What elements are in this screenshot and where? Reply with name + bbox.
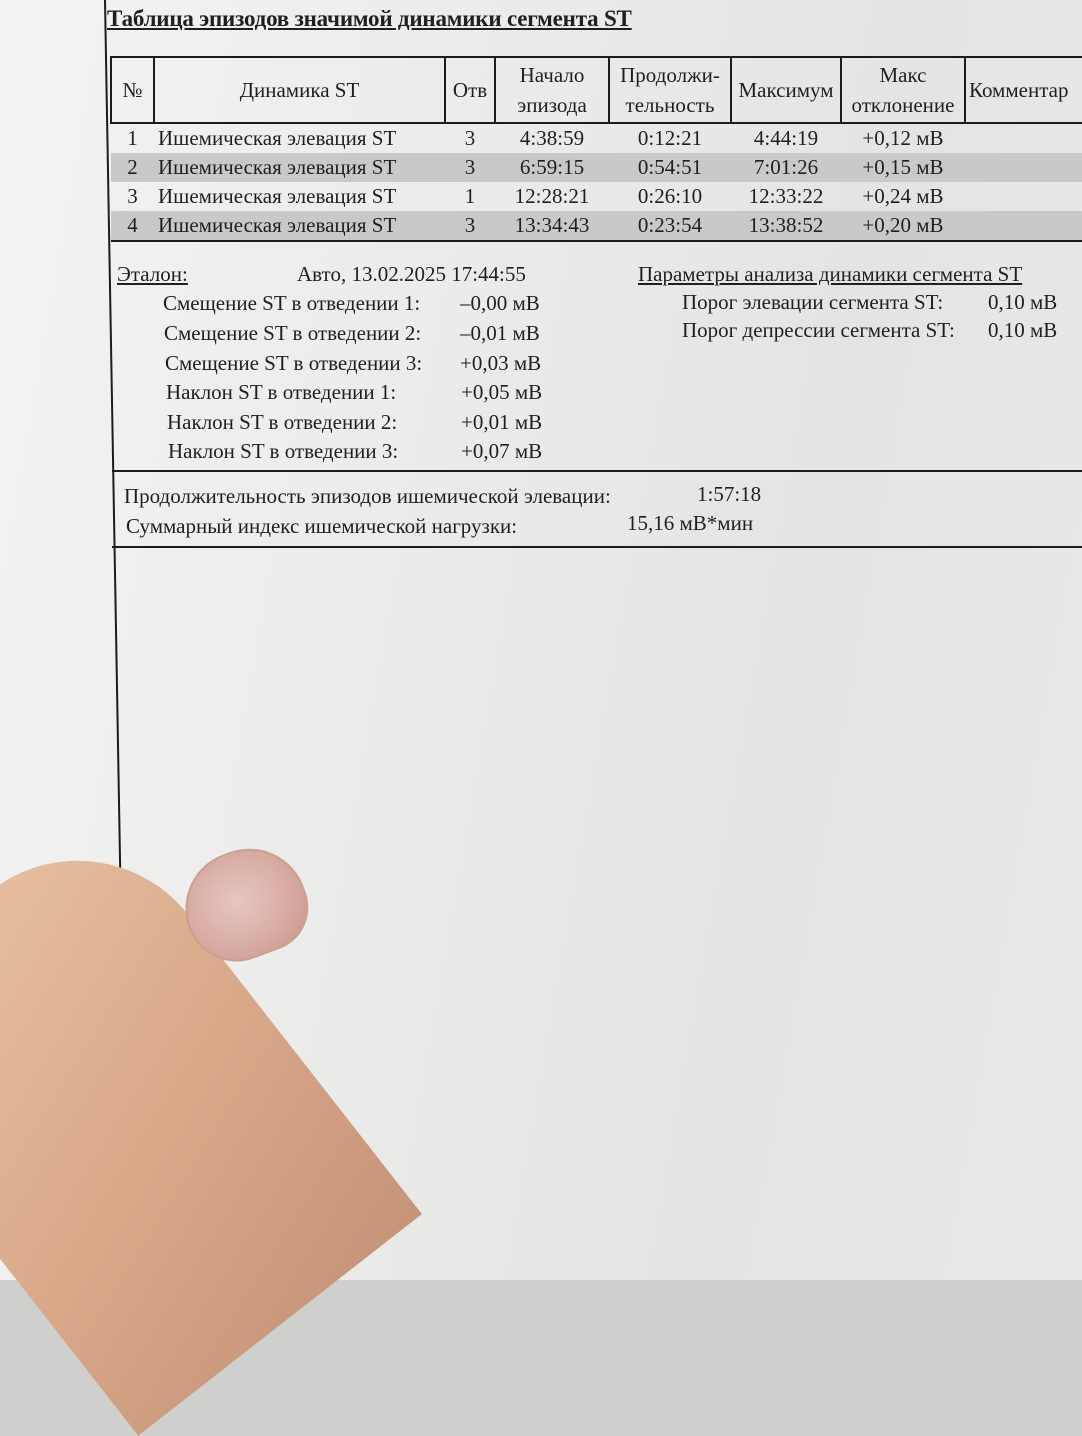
row-start: 12:28:21	[514, 184, 590, 208]
etalon-line-label: Наклон ST в отведении 3:	[168, 439, 399, 463]
row-max-deviation: +0,24 мВ	[862, 184, 944, 208]
row-start: 4:38:59	[519, 126, 585, 150]
row-number: 3	[127, 184, 138, 208]
depression-threshold-value: 0,10 мВ	[988, 318, 1058, 342]
etalon-line-label: Смещение ST в отведении 2:	[164, 321, 422, 345]
header-number: №	[111, 57, 154, 123]
table-row	[111, 153, 1082, 182]
etalon-line-value: +0,03 мВ	[460, 351, 542, 375]
row-max-deviation: +0,12 мВ	[862, 126, 944, 150]
etalon-label: Эталон:	[117, 262, 188, 286]
etalon-line-label: Наклон ST в отведении 1:	[166, 380, 397, 404]
duration-label: Продолжительность эпизодов ишемической элевации:	[124, 484, 611, 508]
etalon-line-label: Смещение ST в отведении 1:	[163, 291, 421, 315]
document-title: Таблица эпизодов значимой динамики сегмента ST	[107, 6, 632, 31]
table-row	[111, 123, 1082, 153]
row-maximum: 13:38:52	[731, 211, 841, 241]
row-lead: 3	[464, 126, 476, 150]
header-dynamics: Динамика ST	[154, 57, 445, 123]
row-duration: 0:23:54	[609, 211, 731, 241]
duration-value: 1:57:18	[697, 482, 762, 506]
row-number: 2	[111, 153, 154, 182]
depression-threshold-label: Порог депрессии сегмента ST:	[682, 318, 955, 342]
header-comment: Комментар	[965, 57, 1082, 123]
row-lead: 3	[445, 153, 495, 182]
etalon-value: Авто, 13.02.2025 17:44:55	[297, 262, 526, 286]
row-number: 1	[127, 126, 138, 150]
row-max-deviation: +0,15 мВ	[841, 153, 965, 182]
elevation-threshold-label: Порог элевации сегмента ST:	[682, 290, 944, 314]
row-duration: 0:54:51	[609, 153, 731, 182]
etalon-line-value: –0,00 мВ	[460, 291, 540, 315]
header-maximum: Максимум	[731, 57, 841, 123]
row-dynamics: Ишемическая элевация ST	[154, 153, 445, 182]
row-comment	[965, 153, 1082, 182]
row-max-deviation: +0,20 мВ	[841, 211, 965, 241]
table-row	[111, 182, 1082, 211]
table-header-row	[111, 57, 1082, 123]
header-lead: Отв	[445, 57, 495, 123]
row-dynamics: Ишемическая элевация ST	[158, 184, 397, 208]
row-start: 13:34:43	[495, 211, 609, 241]
etalon-line-value: –0,01 мВ	[460, 321, 540, 345]
ischemic-index-value: 15,16 мВ*мин	[627, 511, 754, 535]
st-episodes-table	[110, 56, 1082, 242]
ischemic-index-label: Суммарный индекс ишемической нагрузки:	[126, 514, 518, 538]
divider-line	[112, 546, 1082, 548]
elevation-threshold-value: 0,10 мВ	[988, 290, 1058, 314]
etalon-line-value: +0,05 мВ	[461, 380, 543, 404]
header-start: Начало эпизода	[495, 57, 609, 123]
table-row	[111, 211, 1082, 241]
row-duration: 0:26:10	[637, 184, 703, 208]
header-max-deviation: Макс отклонение	[841, 57, 965, 123]
header-duration: Продолжи-тельность	[609, 57, 731, 123]
row-dynamics: Ишемическая элевация ST	[154, 211, 445, 241]
row-dynamics: Ишемическая элевация ST	[158, 126, 397, 150]
row-maximum: 12:33:22	[748, 184, 824, 208]
row-start: 6:59:15	[495, 153, 609, 182]
row-maximum: 4:44:19	[753, 126, 819, 150]
row-comment	[965, 211, 1082, 241]
row-comment	[965, 123, 1082, 153]
params-title: Параметры анализа динамики сегмента ST	[638, 262, 1023, 286]
row-number: 4	[111, 211, 154, 241]
etalon-line-label: Смещение ST в отведении 3:	[165, 351, 423, 375]
etalon-line-value: +0,07 мВ	[461, 439, 543, 463]
etalon-line-value: +0,01 мВ	[461, 410, 543, 434]
row-lead: 1	[464, 184, 476, 208]
row-lead: 3	[445, 211, 495, 241]
divider-line	[112, 470, 1082, 472]
row-duration: 0:12:21	[637, 126, 703, 150]
row-comment	[965, 182, 1082, 211]
row-maximum: 7:01:26	[731, 153, 841, 182]
etalon-line-label: Наклон ST в отведении 2:	[167, 410, 398, 434]
